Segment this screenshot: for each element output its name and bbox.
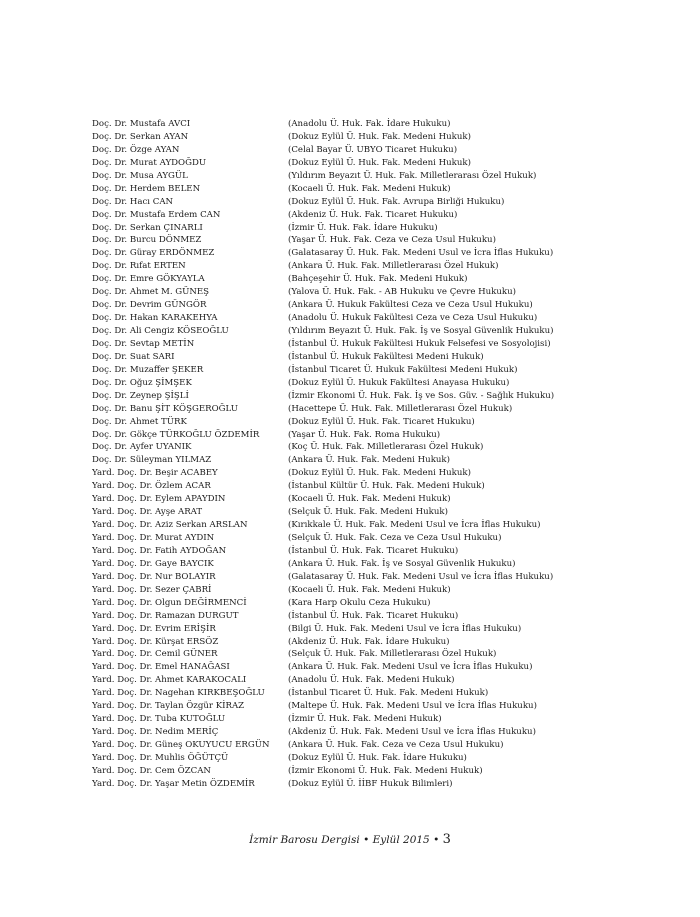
list-item — [92, 480, 652, 493]
academic-name: Yard. Doç. Dr. Yaşar Metin ÖZDEMİR — [92, 778, 255, 789]
list-item — [92, 196, 652, 209]
affiliation: (Anadolu Ü. Huk. Fak. İdare Hukuku) — [288, 119, 451, 129]
list-item — [92, 726, 652, 739]
affiliation: (Ankara Ü. Hukuk Fakültesi Ceza ve Ceza Usul Hukuku) — [288, 300, 533, 311]
affiliation: (Akdeniz Ü. Huk. Fak. Ticaret Hukuku) — [288, 209, 458, 220]
academic-name: Yard. Doç. Dr. Nagehan KIRKBEŞOĞLU — [92, 688, 265, 699]
affiliation: (İstanbul Ü. Hukuk Fakültesi Hukuk Felsefesi ve Sosyolojisi) — [288, 338, 551, 349]
academic-name: Yard. Doç. Dr. Cemil GÜNER — [92, 649, 218, 660]
academic-name: Yard. Doç. Dr. Nur BOLAYIR — [92, 571, 216, 582]
academic-name: Doç. Dr. Devrim GÜNGÖR — [92, 300, 207, 311]
academic-name: Doç. Dr. Musa AYGÜL — [92, 170, 188, 181]
list-item — [92, 571, 652, 584]
list-item — [92, 364, 652, 377]
academic-name: Doç. Dr. Hakan KARAKEHYA — [92, 313, 218, 324]
academic-name: Doç. Dr. Mustafa AVCI — [92, 119, 191, 129]
affiliation: (İzmir Ü. Huk. Fak. İdare Hukuku) — [288, 222, 438, 233]
list-item — [92, 234, 652, 247]
affiliation: (Hacettepe Ü. Huk. Fak. Milletlerarası Özel Hukuk) — [288, 403, 513, 414]
list-item — [92, 429, 652, 442]
affiliation: (Dokuz Eylül Ü. İİBF Hukuk Bilimleri) — [288, 778, 453, 789]
list-item — [92, 273, 652, 286]
academic-name: Doç. Dr. Herdem BELEN — [92, 183, 201, 194]
list-item — [92, 286, 652, 299]
affiliation: (Selçuk Ü. Huk. Fak. Milletlerarası Özel Hukuk) — [288, 649, 497, 660]
academic-name: Doç. Dr. Mustafa Erdem CAN — [92, 209, 221, 220]
academic-name: Yard. Doç. Dr. Murat AYDIN — [92, 533, 215, 543]
affiliation: (İzmir Ekonomi Ü. Huk. Fak. Medeni Hukuk) — [288, 765, 483, 776]
contributor-list — [92, 118, 652, 791]
list-item — [92, 390, 652, 403]
list-item — [92, 713, 652, 726]
affiliation: (İzmir Ü. Huk. Fak. Medeni Hukuk) — [288, 714, 442, 725]
academic-name: Yard. Doç. Dr. Olgun DEĞİRMENCİ — [92, 597, 247, 608]
affiliation: (Anadolu Ü. Hukuk Fakültesi Ceza ve Ceza Usul Hukuku) — [288, 313, 538, 324]
academic-name: Doç. Dr. Oğuz ŞİMŞEK — [92, 377, 192, 388]
academic-name: Yard. Doç. Dr. Muhlis ÖĞÜTÇÜ — [92, 752, 229, 763]
affiliation: (Selçuk Ü. Huk. Fak. Ceza ve Ceza Usul Hukuku) — [288, 533, 502, 543]
academic-name: Yard. Doç. Dr. Aziz Serkan ARSLAN — [92, 520, 248, 531]
academic-name: Yard. Doç. Dr. Beşir ACABEY — [92, 468, 218, 479]
academic-name: Doç. Dr. Murat AYDOĞDU — [92, 157, 207, 168]
academic-name: Doç. Dr. Burcu DÖNMEZ — [92, 235, 202, 246]
affiliation: (Ankara Ü. Huk. Fak. Medeni Usul ve İcra İflas Hukuku) — [288, 662, 533, 673]
academic-name: Doç. Dr. Ahmet M. GÜNEŞ — [92, 287, 210, 298]
academic-name: Yard. Doç. Dr. Ayşe ARAT — [92, 507, 203, 518]
list-item — [92, 416, 652, 429]
list-item — [92, 648, 652, 661]
affiliation: (Akdeniz Ü. Huk. Fak. Medeni Usul ve İcra İflas Hukuku) — [288, 727, 536, 738]
list-item — [92, 765, 652, 778]
list-item — [92, 636, 652, 649]
academic-name: Doç. Dr. Ahmet TÜRK — [92, 416, 187, 427]
list-item — [92, 157, 652, 170]
list-item — [92, 506, 652, 519]
affiliation: (Selçuk Ü. Huk. Fak. Medeni Hukuk) — [288, 507, 448, 518]
academic-name: Yard. Doç. Dr. Ahmet KARAKOCALI — [92, 675, 247, 686]
list-item — [92, 312, 652, 325]
academic-name: Doç. Dr. Hacı CAN — [92, 196, 174, 207]
affiliation: (Koç Ü. Huk. Fak. Milletlerarası Özel Hukuk) — [288, 442, 484, 453]
affiliation: (Celal Bayar Ü. UBYO Ticaret Hukuku) — [288, 144, 458, 155]
affiliation: (Ankara Ü. Huk. Fak. Ceza ve Ceza Usul Hukuku) — [288, 740, 504, 750]
list-item — [92, 260, 652, 273]
affiliation: (İstanbul Ü. Huk. Fak. Ticaret Hukuku) — [288, 545, 459, 556]
list-item — [92, 661, 652, 674]
list-item — [92, 247, 652, 260]
list-item — [92, 325, 652, 338]
list-item — [92, 403, 652, 416]
list-item — [92, 674, 652, 687]
list-item — [92, 610, 652, 623]
affiliation: (İstanbul Ü. Huk. Fak. Ticaret Hukuku) — [288, 610, 459, 621]
academic-name: Yard. Doç. Dr. Emel HANAĞASI — [92, 662, 230, 673]
list-item — [92, 752, 652, 765]
affiliation: (Yaşar Ü. Huk. Fak. Roma Hukuku) — [288, 429, 441, 440]
academic-name: Yard. Doç. Dr. Güneş OKUYUCU ERGÜN — [92, 740, 270, 750]
affiliation: (Kırıkkale Ü. Huk. Fak. Medeni Usul ve İcra İflas Hukuku) — [288, 520, 541, 531]
affiliation: (İstanbul Ticaret Ü. Huk. Fak. Medeni Hukuk) — [288, 688, 489, 699]
list-item — [92, 597, 652, 610]
affiliation: (Akdeniz Ü. Huk. Fak. İdare Hukuku) — [288, 636, 450, 647]
academic-name: Yard. Doç. Dr. Tuba KUTOĞLU — [92, 714, 226, 725]
academic-name: Yard. Doç. Dr. Gaye BAYCIK — [92, 558, 214, 569]
affiliation: (Dokuz Eylül Ü. Huk. Fak. Medeni Hukuk) — [288, 131, 471, 142]
affiliation: (Ankara Ü. Huk. Fak. Medeni Hukuk) — [288, 455, 450, 466]
list-item — [92, 209, 652, 222]
list-item — [92, 222, 652, 235]
academic-name: Doç. Dr. Suat SARI — [92, 351, 175, 362]
list-item — [92, 183, 652, 196]
academic-name: Yard. Doç. Dr. Sezer ÇABRİ — [92, 584, 212, 595]
academic-name: Doç. Dr. Sevtap METİN — [92, 338, 195, 349]
academic-name: Doç. Dr. Muzaffer ŞEKER — [92, 364, 204, 375]
affiliation: (Yıldırım Beyazıt Ü. Huk. Fak. İş ve Sosyal Güvenlik Hukuku) — [288, 326, 554, 336]
affiliation: (Dokuz Eylül Ü. Huk. Fak. Avrupa Birliği Hukuku) — [288, 196, 505, 207]
list-item — [92, 118, 652, 131]
list-item — [92, 351, 652, 364]
list-item — [92, 584, 652, 597]
affiliation: (İzmir Ekonomi Ü. Huk. Fak. İş ve Sos. Güv. - Sağlık Hukuku) — [288, 390, 555, 401]
academic-name: Doç. Dr. Serkan AYAN — [92, 131, 189, 142]
affiliation: (Kara Harp Okulu Ceza Hukuku) — [288, 597, 431, 608]
list-item — [92, 687, 652, 700]
academic-name: Yard. Doç. Dr. Nedim MERİÇ — [92, 727, 219, 738]
affiliation: (Kocaeli Ü. Huk. Fak. Medeni Hukuk) — [288, 584, 451, 595]
academic-name: Yard. Doç. Dr. Eylem APAYDIN — [92, 494, 226, 505]
affiliation: (Dokuz Eylül Ü. Huk. Fak. Medeni Hukuk) — [288, 157, 471, 168]
affiliation: (Dokuz Eylül Ü. Hukuk Fakültesi Anayasa Hukuku) — [288, 377, 510, 388]
affiliation: (Dokuz Eylül Ü. Huk. Fak. Medeni Hukuk) — [288, 468, 471, 479]
list-item — [92, 545, 652, 558]
affiliation: (İstanbul Ticaret Ü. Hukuk Fakültesi Medeni Hukuk) — [288, 364, 518, 375]
academic-name: Yard. Doç. Dr. Kürşat ERSÖZ — [92, 636, 219, 647]
list-item — [92, 131, 652, 144]
list-item — [92, 532, 652, 545]
academic-name: Doç. Dr. Özge AYAN — [92, 144, 180, 155]
affiliation: (Yaşar Ü. Huk. Fak. Ceza ve Ceza Usul Hukuku) — [288, 235, 496, 246]
list-item — [92, 338, 652, 351]
list-item — [92, 623, 652, 636]
list-item — [92, 441, 652, 454]
affiliation: (Bilgi Ü. Huk. Fak. Medeni Usul ve İcra İflas Hukuku) — [288, 623, 522, 634]
list-item — [92, 467, 652, 480]
academic-name: Yard. Doç. Dr. Evrim ERİŞİR — [92, 623, 216, 634]
journal-title: İzmir Barosu Dergisi • Eylül 2015 • — [249, 834, 440, 846]
page-footer — [0, 832, 700, 847]
affiliation: (Bahçeşehir Ü. Huk. Fak. Medeni Hukuk) — [288, 274, 468, 285]
list-item — [92, 377, 652, 390]
affiliation: (Ankara Ü. Huk. Fak. İş ve Sosyal Güvenlik Hukuku) — [288, 558, 516, 569]
affiliation: (Yalova Ü. Huk. Fak. - AB Hukuku ve Çevre Hukuku) — [288, 287, 517, 298]
affiliation: (Galatasaray Ü. Huk. Fak. Medeni Usul ve İcra İflas Hukuku) — [288, 248, 554, 259]
affiliation: (Kocaeli Ü. Huk. Fak. Medeni Hukuk) — [288, 183, 451, 194]
academic-name: Yard. Doç. Dr. Cem ÖZCAN — [92, 765, 211, 776]
list-item — [92, 519, 652, 532]
affiliation: (Ankara Ü. Huk. Fak. Milletlerarası Özel Hukuk) — [288, 261, 499, 272]
list-item — [92, 299, 652, 312]
academic-name: Doç. Dr. Ayfer UYANIK — [92, 442, 192, 453]
academic-name: Doç. Dr. Emre GÖKYAYLA — [92, 274, 205, 285]
affiliation: (İstanbul Kültür Ü. Huk. Fak. Medeni Hukuk) — [288, 481, 485, 492]
affiliation: (Yıldırım Beyazıt Ü. Huk. Fak. Milletlerarası Özel Hukuk) — [288, 170, 537, 181]
academic-name: Doç. Dr. Gökçe TÜRKOĞLU ÖZDEMİR — [92, 429, 260, 440]
academic-name: Yard. Doç. Dr. Fatih AYDOĞAN — [92, 545, 227, 556]
academic-name: Yard. Doç. Dr. Taylan Özgür KİRAZ — [92, 701, 245, 712]
academic-name: Yard. Doç. Dr. Ramazan DURGUT — [92, 610, 239, 621]
affiliation: (Galatasaray Ü. Huk. Fak. Medeni Usul ve İcra İflas Hukuku) — [288, 571, 554, 582]
academic-name: Doç. Dr. Zeynep ŞİŞLİ — [92, 390, 189, 401]
academic-name: Doç. Dr. Banu ŞİT KÖŞGEROĞLU — [92, 403, 238, 414]
list-item — [92, 144, 652, 157]
affiliation: (Kocaeli Ü. Huk. Fak. Medeni Hukuk) — [288, 494, 451, 505]
affiliation: (Maltepe Ü. Huk. Fak. Medeni Usul ve İcra İflas Hukuku) — [288, 701, 537, 712]
academic-name: Doç. Dr. Güray ERDÖNMEZ — [92, 248, 215, 259]
academic-name: Doç. Dr. Ali Cengiz KÖSEOĞLU — [92, 326, 229, 336]
list-item — [92, 454, 652, 467]
academic-name: Yard. Doç. Dr. Özlem ACAR — [92, 481, 211, 492]
list-item — [92, 493, 652, 506]
list-item — [92, 778, 652, 791]
academic-name: Doç. Dr. Rıfat ERTEN — [92, 261, 186, 272]
affiliation: (İstanbul Ü. Hukuk Fakültesi Medeni Hukuk) — [288, 351, 484, 362]
list-item — [92, 170, 652, 183]
page-number: 3 — [442, 832, 451, 847]
affiliation: (Dokuz Eylül Ü. Huk. Fak. Ticaret Hukuku) — [288, 416, 475, 427]
academic-name: Doç. Dr. Serkan ÇINARLI — [92, 222, 203, 233]
affiliation: (Dokuz Eylül Ü. Huk. Fak. İdare Hukuku) — [288, 752, 467, 763]
academic-name: Doç. Dr. Süleyman YILMAZ — [92, 455, 212, 466]
affiliation: (Anadolu Ü. Huk. Fak. Medeni Hukuk) — [288, 675, 455, 686]
list-item — [92, 558, 652, 571]
list-item — [92, 700, 652, 713]
list-item — [92, 739, 652, 752]
